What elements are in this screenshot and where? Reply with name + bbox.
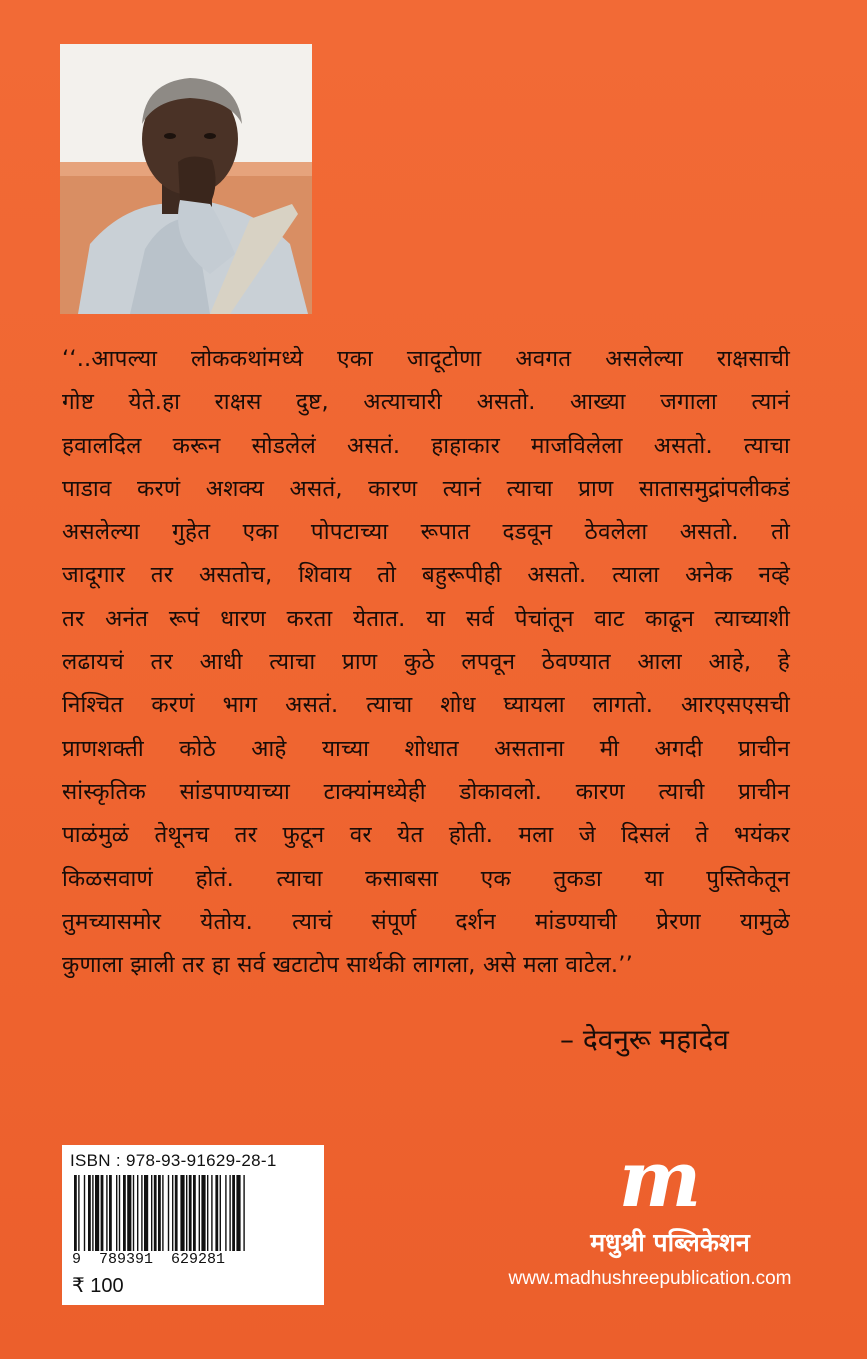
price: ₹ 100: [72, 1275, 124, 1297]
blurb-line: गोष्ट येते.हा राक्षस दुष्ट, अत्याचारी असतो. आख्या जगाला त्यानं: [62, 389, 790, 416]
blurb-line: तुमच्यासमोर येतोय. त्याचं संपूर्ण दर्शन मांडण्याची प्रेरणा यामुळे: [62, 908, 790, 935]
blurb-line: किळसवाणं होतं. त्याचा कसाबसा एक तुकडा या पुस्तिकेतून: [62, 865, 790, 892]
blurb-line: ‘‘..आपल्या लोककथांमध्ये एका जादूटोणा अवगत असलेल्या राक्षसाची: [62, 346, 790, 372]
barcode-icon: [74, 1175, 312, 1251]
blurb-line: असलेल्या गुहेत एका पोपटाच्या रूपात दडवून ठेवलेला असतो. तो: [62, 519, 790, 546]
barcode-panel: [62, 1145, 324, 1305]
blurb-line: कुणाला झाली तर हा सर्व खटाटोप सार्थकी लागला, असे मला वाटेल.’’: [62, 952, 633, 979]
blurb-line: सांस्कृतिक सांडपाण्याच्या टाक्यांमध्येही डोकावलो. कारण त्याची प्राचीन: [62, 778, 790, 805]
isbn-label: ISBN : 978-93-91629-28-1: [70, 1151, 277, 1170]
publisher-name: मधुश्री पब्लिकेशन: [590, 1228, 750, 1257]
blurb-line: हवालदिल करून सोडलेलं असतं. हाहाकार माजविलेला असतो. त्याचा: [62, 432, 790, 459]
author-photo: [60, 44, 312, 314]
barcode-digits: 9 789391 629281: [72, 1251, 226, 1268]
publisher-website: www.madhushreepublication.com: [508, 1268, 792, 1289]
blurb-text: [62, 338, 790, 987]
blurb-line: जादूगार तर असतोच, शिवाय तो बहुरूपीही असतो. त्याला अनेक नव्हे: [62, 562, 790, 589]
blurb-line: प्राणशक्ती कोठे आहे याच्या शोधात असताना मी अगदी प्राचीन: [62, 735, 790, 762]
publisher-block: [480, 1134, 830, 1300]
author-credit: – देवनुरू महादेव: [560, 1023, 729, 1056]
publisher-logo: m: [618, 1134, 702, 1225]
blurb-line: तर अनंत रूपं धारण करता येतात. या सर्व पेचांतून वाट काढून त्याच्याशी: [62, 605, 790, 632]
blurb-line: लढायचं तर आधी त्याचा प्राण कुठे लपवून ठेवण्यात आला आहे, हे: [62, 649, 790, 676]
blurb-line: निश्चित करणं भाग असतं. त्याचा शोध घ्यायला लागतो. आरएसएसची: [62, 692, 790, 719]
blurb-line: पाळंमुळं तेथूनच तर फुटून वर येत होती. मला जे दिसलं ते भयंकर: [62, 822, 790, 849]
blurb-line: पाडाव करणं अशक्य असतं, कारण त्यानं त्याचा प्राण सातासमुद्रांपलीकडं: [62, 475, 790, 502]
